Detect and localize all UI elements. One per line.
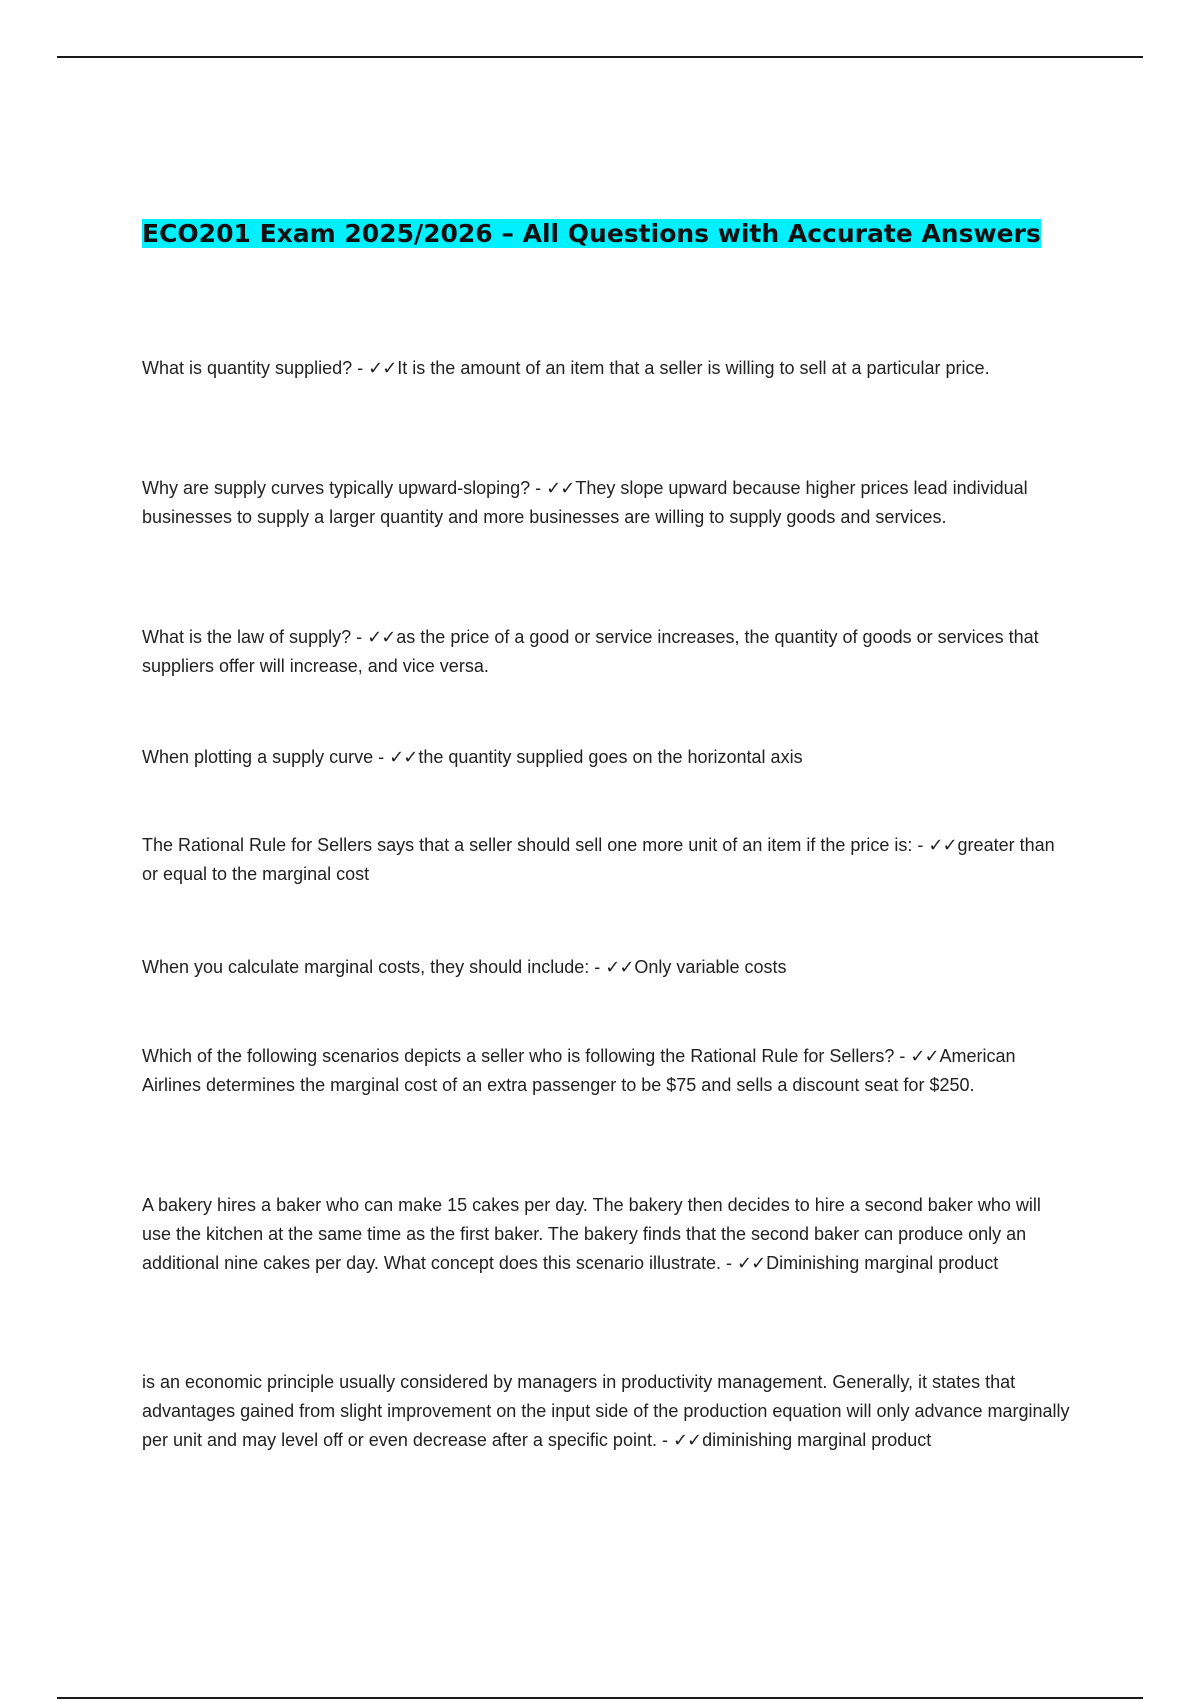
- qa-item: [142, 623, 1072, 681]
- answer-text: the quantity supplied goes on the horizontal axis: [418, 747, 803, 767]
- check-icon: ✓✓: [367, 627, 396, 647]
- check-icon: ✓✓: [672, 1430, 702, 1450]
- answer-text: It is the amount of an item that a seller is willing to sell at a particular price.: [397, 358, 990, 378]
- answer-text: Only variable costs: [634, 957, 787, 977]
- qa-item: [142, 1042, 1072, 1100]
- separator: -: [530, 478, 547, 498]
- qa-item: [142, 354, 1072, 383]
- answer-text: They slope upward because higher prices lead individual businesses to supply a larger quantity and more businesses are willing to supply goods and services.: [142, 478, 1028, 527]
- question-text: Which of the following scenarios depicts a seller who is following the Rational Rule for Sellers?: [142, 1046, 895, 1066]
- check-icon: ✓✓: [910, 1046, 939, 1066]
- answer-text: diminishing marginal product: [702, 1430, 932, 1450]
- separator: -: [912, 835, 929, 855]
- qa-item: [142, 831, 1072, 889]
- question-text: A bakery hires a baker who can make 15 cakes per day. The bakery then decides to hire a second baker who will use the kitchen at the same time as the first baker. The bakery finds that the second baker can produce only an additional nine cakes per day. What concept does this scenario illustrate.: [142, 1195, 1041, 1273]
- question-text: When plotting a supply curve: [142, 747, 374, 767]
- separator: -: [656, 1430, 673, 1450]
- separator: -: [721, 1253, 737, 1273]
- qa-item: [142, 1368, 1072, 1455]
- check-icon: ✓✓: [605, 957, 634, 977]
- question-text: Why are supply curves typically upward-sloping?: [142, 478, 531, 498]
- check-icon: ✓✓: [928, 835, 957, 855]
- question-text: What is the law of supply?: [142, 627, 352, 647]
- question-text: The Rational Rule for Sellers says that a seller should sell one more unit of an item if the price is:: [142, 835, 913, 855]
- document-title: [142, 214, 1042, 253]
- qa-item: [142, 743, 1072, 772]
- question-text: is an economic principle usually considered by managers in productivity management. Generally, it states that advantages gained from slight improvement on the input side of the production equation will only advance marginally per unit and may level off or even decrease after a specific point.: [142, 1372, 1070, 1450]
- separator: -: [351, 627, 368, 647]
- separator: -: [894, 1046, 911, 1066]
- question-text: When you calculate marginal costs, they should include:: [142, 957, 590, 977]
- check-icon: ✓✓: [546, 478, 575, 498]
- separator: -: [352, 358, 369, 378]
- answer-text: Diminishing marginal product: [766, 1253, 999, 1273]
- answer-text: greater than or equal to the marginal cost: [142, 835, 1055, 884]
- check-icon: ✓✓: [389, 747, 418, 767]
- question-text: What is quantity supplied?: [142, 358, 353, 378]
- separator: -: [589, 957, 606, 977]
- qa-item: [142, 474, 1072, 532]
- qa-item: [142, 953, 1072, 982]
- bottom-rule: [57, 1697, 1143, 1699]
- title-highlight: ECO201 Exam 2025/2026 – All Questions with Accurate Answers: [142, 219, 1041, 248]
- check-icon: ✓✓: [368, 358, 397, 378]
- check-icon: ✓✓: [737, 1253, 766, 1273]
- answer-text: American Airlines determines the marginal cost of an extra passenger to be $75 and sells a discount seat for $250.: [142, 1046, 1016, 1095]
- top-rule: [57, 56, 1143, 58]
- qa-item: [142, 1191, 1072, 1278]
- separator: -: [373, 747, 390, 767]
- answer-text: as the price of a good or service increases, the quantity of goods or services that suppliers offer will increase, and vice versa.: [142, 627, 1039, 676]
